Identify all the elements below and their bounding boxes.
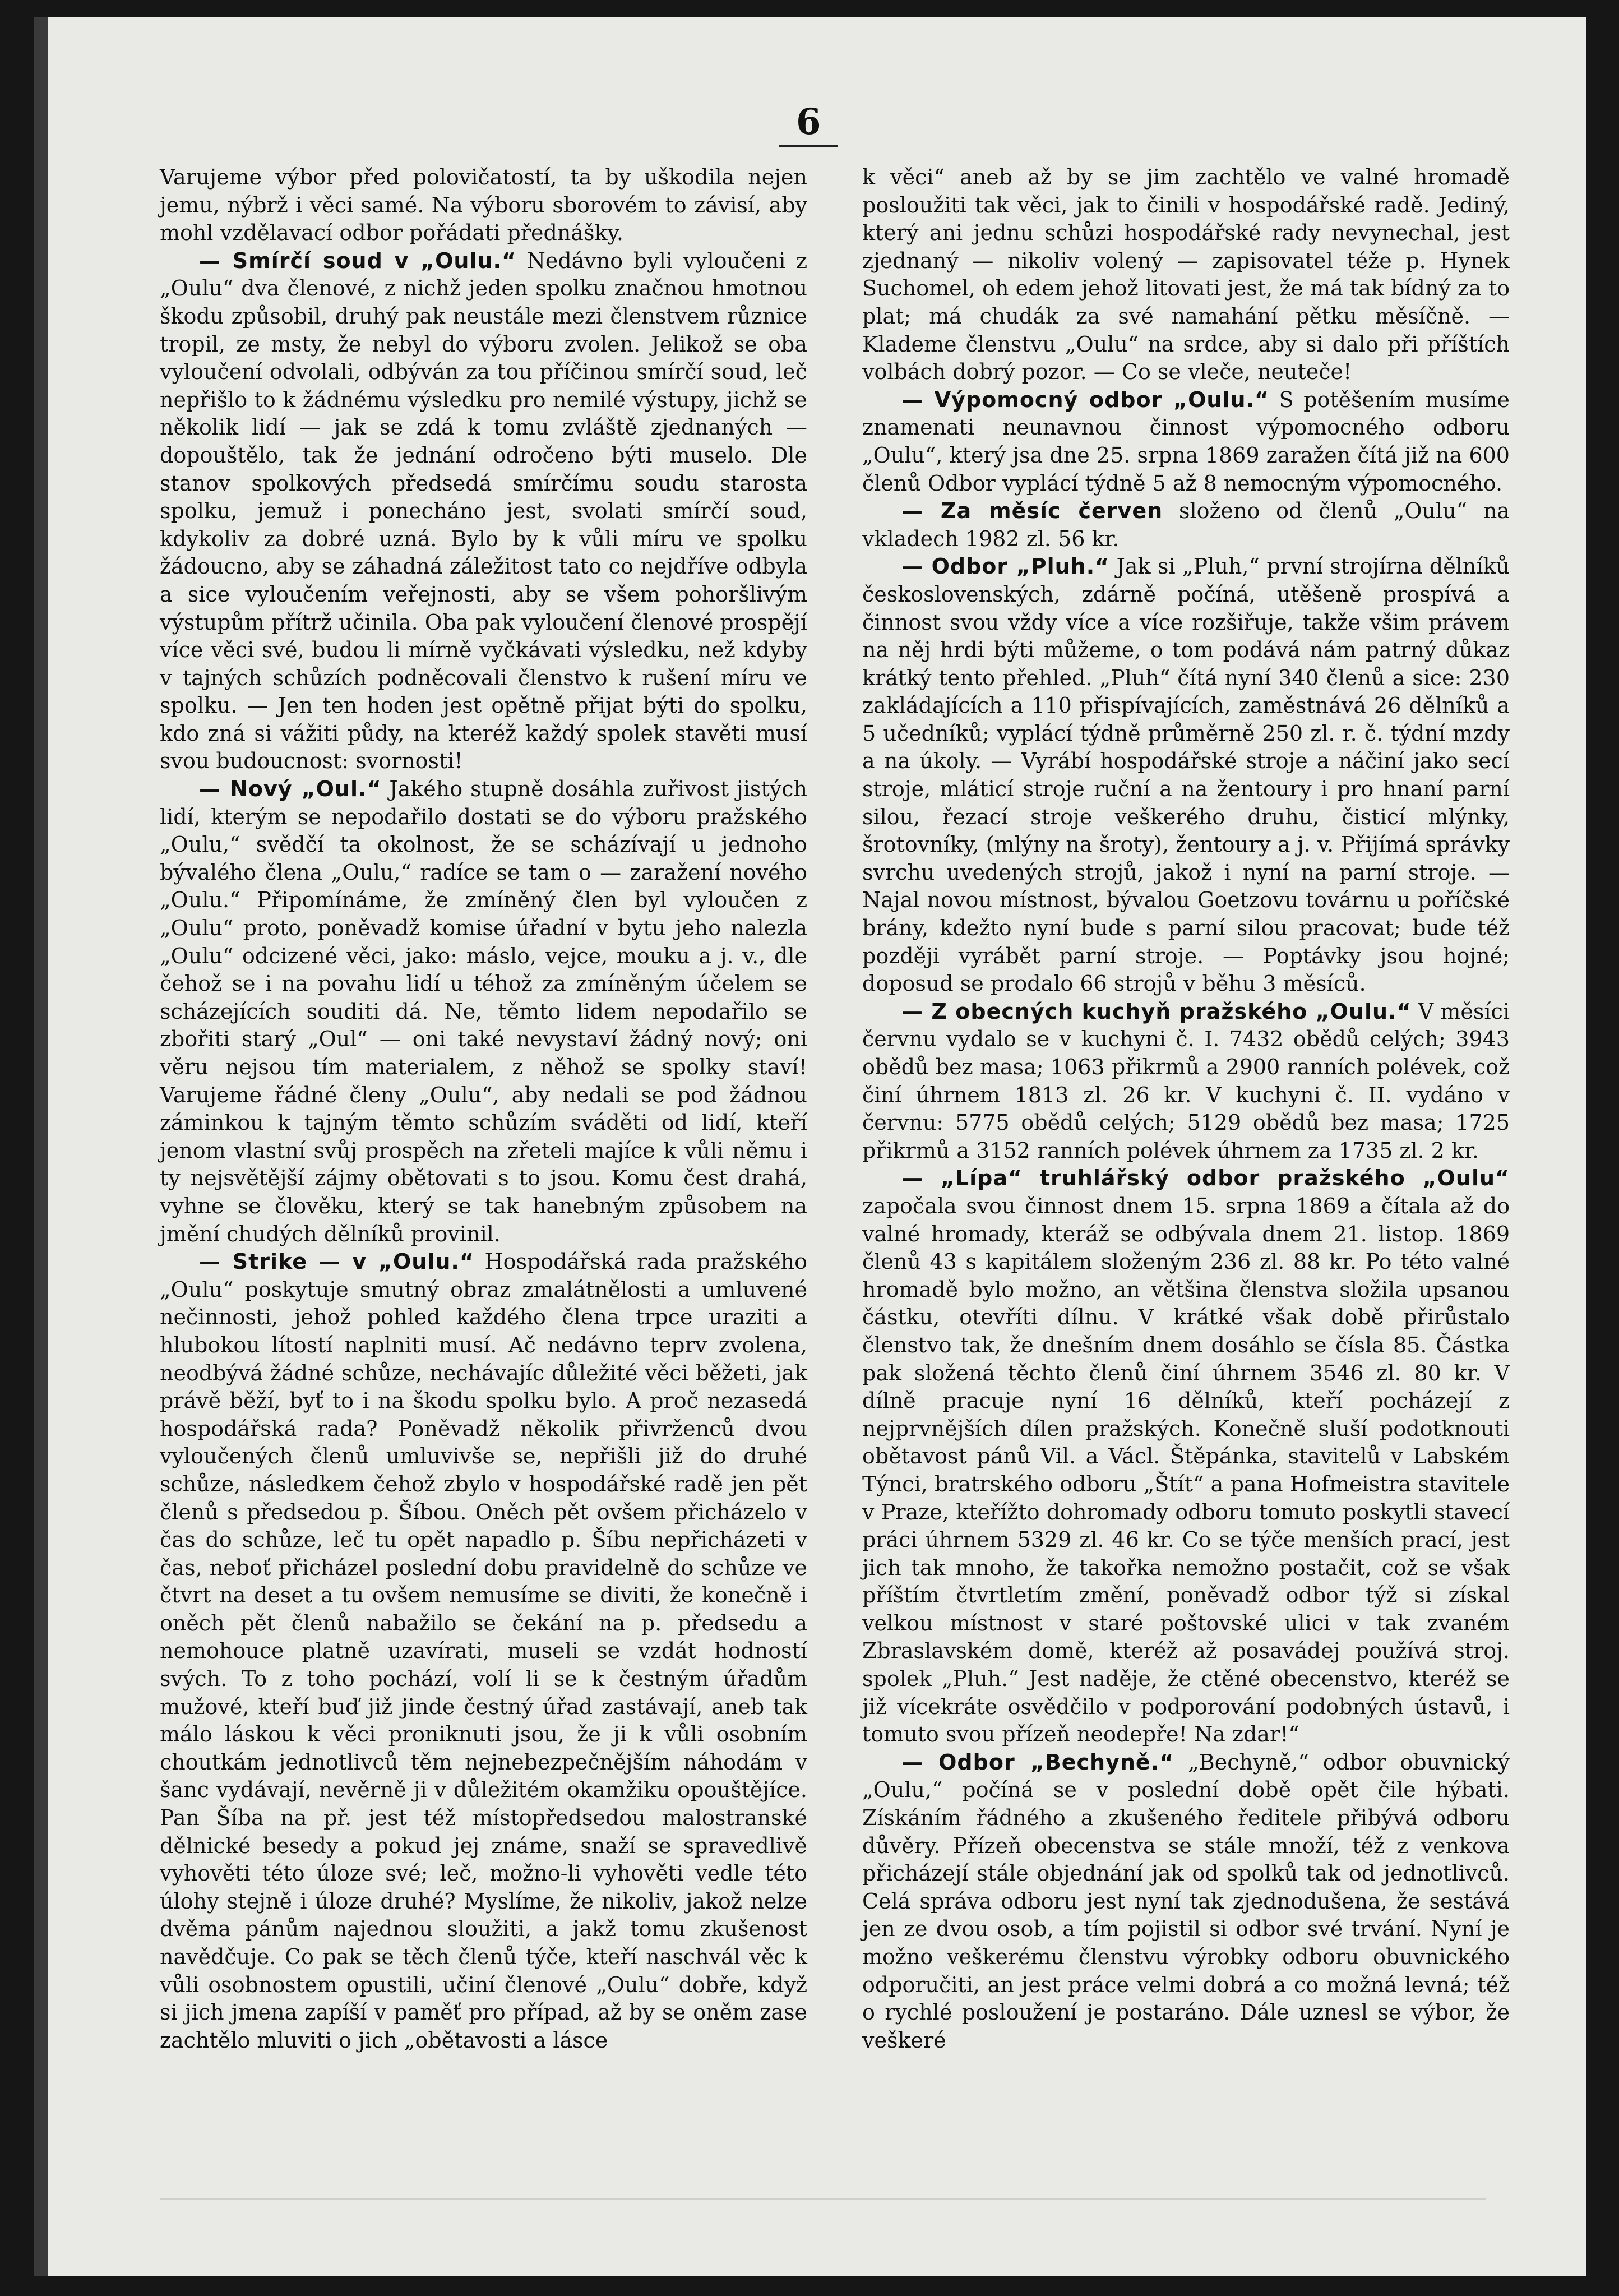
article-odbor-pluh: [862, 553, 1510, 998]
article-text: k věci“ aneb až by se jim zachtělo ve valné hromadě posloužiti tak věci, jak to činili v hospodářské radě. Jediný, který ani jednu schůzi hospodářské rady nevynechal, jest zjednaný — nikoliv volený — zapisovatel téže p. Hynek Suchomel, oh edem jehož litovati jest, že má tak bídný za to plat; má chudák za své namahání pětku měsíčně. — Klademe členstvu „Oulu“ na srdce, aby si dalo při příštích volbách dobrý pozor. — Co se vleče, neuteče!: [862, 165, 1510, 385]
article-bechyne: [862, 1749, 1510, 2055]
article-text: „Bechyně,“ odbor obuvnický „Oulu,“ počíná se v poslední době opět čile hýbati. Získáním řádného a zkušeného ředitele přibývá odboru důvěry. Přízeň obecenstva se stále množí, též z venkova přicházejí stále objednání jak od spolků tak od jednotlivců. Celá správa odboru jest nyní tak zjednodušena, že sestává jen ze dvou osob, a tím pojistil si odbor své trvání. Nyní je možno veškerému členstvu výrobky odboru obuvnického odporučiti, an jest práce velmi dobrá a co možná levná; též o rychlé posloužení je postaráno. Dále uznesl se výbor, že veškeré: [862, 1749, 1510, 2053]
article-heading: — Smírčí soud v „Oulu.“: [199, 248, 516, 273]
page-number: 6: [779, 101, 838, 147]
article-novy-oul: [160, 775, 807, 1248]
article-smirci-soud: [160, 247, 807, 775]
article-heading: — Odbor „Pluh.“: [901, 554, 1110, 579]
article-strike: [160, 1248, 807, 2054]
article-heading: — Strike — v „Oulu.“: [199, 1249, 474, 1274]
article-text: Nedávno byli vyloučeni z „Oulu“ dva členové, z nichž jeden spolku značnou hmotnou škodu způsobil, druhý pak neustále mezi členstvem různice tropil, ze msty, že nebyl do výboru zvolen. Jelikož se oba vyloučení odvolali, odbýván za tou příčinou smírčí soud, leč nepřišlo to k žádnému výsledku pro nemilé výstupy, jichž se několik lidí — jak se zdá k tomu zvláště zjednaných — dopouštělo, tak že jednání odročeno býti muselo. Dle stanov spolkových předsedá smírčímu soudu starosta spolku, jemuž i ponecháno jest, svolati smírčí soud, kdykoliv za dobré uzná. Bylo by k vůli míru ve spolku žádoucno, aby se záhadná záležitost tato co nejdříve odbyla a sice vyloučením veřejnosti, aby se všem pohoršlivým výstupům přítrž učinila. Oba pak vyloučení členové prospějí více věci své, budou li mírně vyčkávati výsledku, než kdyby v tajných schůzích podněcovali členstvo k rušení míru ve spolku. — Jen ten hoden jest opětně přijat býti do spolku, kdo zná si vážiti půdy, na kteréž každý spolek stavěti musí svou budoucnost: svornosti!: [160, 248, 807, 774]
article-lipa: [862, 1165, 1510, 1748]
article-heading: — Za měsíc červen: [901, 498, 1163, 524]
article-heading: — Nový „Oul.“: [199, 777, 382, 802]
right-column: [862, 164, 1510, 2054]
article-continuation: [862, 164, 1510, 386]
article-text: Jakého stupně dosáhla zuřivost jistých lidí, kterým se nepodařilo dostati se do výboru pražského „Oulu,“ svědčí ta okolnost, že se scházívají u jednoho bývalého člena „Oulu,“ radíce se tam o — zaražení nového „Oulu.“ Připomínáme, že zmíněný člen byl vyloučen z „Oulu“ proto, poněvadž komise úřadní v bytu jeho nalezla „Oulu“ odcizené věci, jako: máslo, vejce, mouku a j. v., dle čehož se i na povahu lidí u téhož za zmíněným účelem se scházejících souditi dá. Ne, těmto lidem nepodařilo se zbořiti starý „Oul“ — oni také nevystaví žádný nový; oni věru nejsou tím materialem, z něhož se spolky staví! Varujeme řádné členy „Oulu“, aby nedali se pod žádnou záminkou k tajným těmto schůzím sváděti od lidí, kteří jenom vlastní svůj prospěch na zřeteli majíce k vůli němu i ty nejsvětější zájmy obětovati s to jsou. Komu čest drahá, vyhne se člověku, který se tak hanebným způsobem na jmění chudých dělníků provinil.: [160, 777, 807, 1246]
article-text: započala svou činnost dnem 15. srpna 1869 a čítala až do valné hromady, kteráž se odbývala dnem 21. listop. 1869 členů 43 s kapitálem složeným 236 zl. 88 kr. Po této valné hromadě bylo možno, an většina členstva složila upsanou částku, otevříti dílnu. V krátké však době přirůstalo členstvo tak, že dnešním dnem dosáhlo se čísla 85. Částka pak složená těchto členů činí úhrnem 3546 zl. 80 kr. V dílně pracuje nyní 16 dělníků, kteří pocházejí z nejprvnějších dílen pražských. Konečně sluší podotknouti obětavost pánů Vil. a Václ. Štěpánka, stavitelů v Labském Týnci, bratrského odboru „Štít“ a pana Hofmeistra stavitele v Praze, kteřížto dohromady odboru tomuto poskytli stavecí práci úhrnem 5329 zl. 46 kr. Co se týče menších prací, jest jich tak mnoho, že takořka nemožno postačit, což se však příštím čtvrtletím změní, poněvadž odbor týž si získal velkou místnost v staré poštovské ulici v tak zvaném Zbraslavském domě, kteréž až posavádej používá stroj. spolek „Pluh.“ Jest naděje, že ctěné obecenstvo, kteréž se již vícekráte osvědčilo v podporování podobných ústavů, i tomuto svou přízeň neodepře! Na zdar!“: [862, 1193, 1510, 1747]
scan-edge: [34, 17, 48, 2276]
article-text: složeno od členů „Oulu“ na vkladech 1982 zl. 56 kr.: [862, 498, 1510, 551]
bottom-rule: [160, 2198, 1486, 2200]
article-text: S potěšením musíme znamenati neunavnou činnost výpomocného odboru „Oulu“, který jsa dne 25. srpna 1869 zaražen čítá již na 600 členů Odbor vyplácí týdně 5 až 8 nemocným výpomocného.: [862, 387, 1510, 496]
article-text: V měsíci červnu vydalo se v kuchyni č. I. 7432 obědů celých; 3943 obědů bez masa; 1063 přikrmů a 2900 ranních polévek, což činí úhrnem 1813 zl. 26 kr. V kuchyni č. II. vydáno v červnu: 5775 obědů celých; 5129 obědů bez masa; 1725 přikrmů a 3152 ranních polévek úhrnem za 1735 zl. 2 kr.: [862, 999, 1510, 1163]
left-column: [160, 164, 807, 2054]
article-text: Varujeme výbor před polovičatostí, ta by uškodila nejen jemu, nýbrž i věci samé. Na výboru sborovém to závisí, aby mohl vzdělavací odbor pořádati přednášky.: [160, 165, 807, 246]
article-text: Jak si „Pluh,“ první strojírna dělníků československých, zdárně počíná, utěšeně prospívá a činnost svou vždy více a více rozšiřuje, takže všim právem na něj hrdi býti můžeme, o tom podává nám patrný důkaz krátký tento přehled. „Pluh“ čítá nyní 340 členů a sice: 230 zakládajících a 110 přispívajících, zaměstnává 26 dělníků a 5 učedníků; vyplácí týdně průměrně 250 zl. r. č. týdní mzdy a na úkoly. — Vyrábí hospodářské stroje a náčiní jako secí stroje, mláticí stroje ruční a na žentoury i pro hnaní parní silou, řezací stroje veškerého druhu, čisticí mlýnky, šrotovníky, (mlýny na šroty), žentoury a j. v. Přijímá správky svrchu uvedených strojů, jakož i nyní na parní stroje. — Najal novou místnost, bývalou Goetzovu továrnu u poříčské brány, kdežto nyní bude s parní silou pracovat; bude též později vyrábět parní stroje. — Poptávky jsou hojné; doposud se prodalo 66 strojů v běhu 3 měsíců.: [862, 554, 1510, 996]
article-obecne-kuchyne: [862, 998, 1510, 1165]
article-intro: [160, 164, 807, 247]
article-heading: — Výpomocný odbor „Oulu.“: [901, 387, 1269, 412]
article-vypomocny-odbor: [862, 386, 1510, 497]
article-text: Hospodářská rada pražského „Oulu“ poskytuje smutný obraz zmalátnělosti a umluvené nečinnosti, jehož pohled každého člena trpce uraziti a hlubokou lítostí naplniti musí. Ač nedávno teprv zvolena, neodbývá žádné schůze, nechávajíc důležité věci běžeti, jak právě běží, byť to i na škodu spolku bylo. A proč nezasedá hospodářská rada? Poněvadž několik přivrženců dvou vyloučených členů umluvivše se, nepřišli již do druhé schůze, následkem čehož zbylo v hospodářské radě jen pět členů s předsedou p. Šíbou. Oněch pět ovšem přicházelo v čas do schůze, leč tu opět napadlo p. Šíbu nepřicházeti v čas, neboť přicházel poslední dobu pravidelně do schůze ve čtvrt na deset a tu ovšem nemusíme se diviti, že konečně i oněch pět členů nabažilo se čekání na p. předsedu a nemohouce platně uzavírati, museli se vzdát hodností svých. To z toho pochází, volí li se k čestným úřadům mužové, kteří buď již jinde čestný úřad zastávají, aneb tak málo láskou k věci proniknuti jsou, že ji k vůli osobním choutkám jednotlivců těm nejnebezpečnějším náhodám v šanc vydávají, nevěrně ji v důležitém okamžiku opouštějíce. Pan Šíba na př. jest též místopředsedou malostranské dělnické besedy a pokud jej známe, snaží se spravedlivě vyhověti této úloze své; leč, možno-li vyhověti vedle této úlohy stejně i úloze druhé? Myslíme, že nikoliv, jakož nelze dvěma pánům najednou sloužiti, a jakž tomu zkušenost navědčuje. Co pak se těch členů týče, kteří naschvál věc k vůli osobnostem opustili, učiní členové „Oulu“ dobře, když si jich jmena zapíší v paměť pro případ, až by se oněm zase zachtělo mluviti o jich „obětavosti a lásce: [160, 1249, 807, 2053]
article-heading: — Z obecných kuchyň pražského „Oulu.“: [901, 999, 1412, 1024]
article-heading: — „Lípa“ truhlářský odbor pražského „Oulu“: [901, 1166, 1510, 1191]
article-mesic-cerven: [862, 497, 1510, 553]
newspaper-page: [34, 17, 1586, 2276]
article-heading: — Odbor „Bechyně.“: [901, 1749, 1174, 1775]
